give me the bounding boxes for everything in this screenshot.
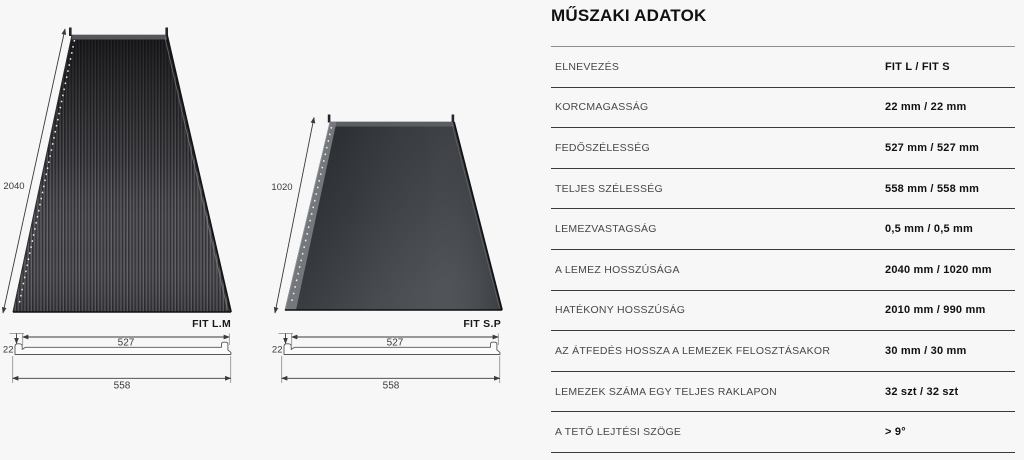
table-row	[551, 209, 1015, 250]
spec-value: 2010 mm / 990 mm	[885, 304, 986, 317]
panel-long-length-dim: 2040	[3, 181, 25, 192]
panel-short-illustration	[271, 115, 502, 331]
cross-section-long-cover-width: 527	[117, 337, 135, 349]
spec-label: LEMEZVASTAGSÁG	[555, 223, 657, 236]
panel-short-label: FIT S.P	[463, 318, 501, 330]
table-row	[551, 372, 1015, 413]
panel-short-top-fold	[329, 122, 455, 127]
technical-data-panel	[551, 0, 1015, 460]
cross-section-short	[272, 334, 500, 392]
spec-value: 2040 mm / 1020 mm	[885, 263, 992, 276]
spec-value: 22 mm / 22 mm	[885, 101, 967, 114]
panel-long-left-tab	[69, 28, 72, 37]
spec-value: 32 szt / 32 szt	[885, 385, 959, 398]
panel-short-right-tab	[452, 115, 455, 123]
spec-label: HATÉKONY HOSSZÚSÁG	[555, 304, 686, 317]
table-row	[551, 47, 1015, 88]
spec-label: LEMEZEK SZÁMA EGY TELJES RAKLAPON	[555, 385, 778, 398]
cross-section-short-seam-height: 22	[271, 344, 283, 356]
spec-value: > 9°	[885, 426, 906, 439]
spec-value: 558 mm / 558 mm	[885, 182, 980, 195]
panel-short-left-tab	[328, 115, 331, 123]
cross-section-long-total-width: 558	[113, 380, 131, 392]
table-row	[551, 412, 1015, 453]
spec-value: 30 mm / 30 mm	[885, 344, 967, 357]
spec-table	[551, 46, 1015, 453]
spec-label: AZ ÁTFEDÉS HOSSZA A LEMEZEK FELOSZTÁSAKOR	[555, 344, 831, 357]
cross-section-long	[3, 334, 231, 392]
cross-section-short-cover-width: 527	[386, 337, 404, 349]
page-title: MŰSZAKI ADATOK	[551, 6, 707, 25]
table-row	[551, 291, 1015, 332]
panel-long-illustration	[3, 28, 231, 331]
cross-section-short-total-width: 558	[382, 380, 400, 392]
table-row	[551, 331, 1015, 372]
spec-value: 527 mm / 527 mm	[885, 141, 980, 154]
spec-value: FIT L / FIT S	[885, 60, 950, 73]
spec-label: TELJES SZÉLESSÉG	[555, 182, 663, 195]
table-row	[551, 250, 1015, 291]
table-row	[551, 128, 1015, 169]
spec-label: A LEMEZ HOSSZÚSÁGA	[555, 263, 680, 276]
spec-value: 0,5 mm / 0,5 mm	[885, 223, 973, 236]
panel-short-length-dim: 1020	[271, 182, 293, 193]
table-row	[551, 88, 1015, 129]
spec-label: FEDŐSZÉLESSÉG	[555, 141, 650, 154]
spec-label: KORCMAGASSÁG	[555, 101, 649, 114]
table-row	[551, 169, 1015, 210]
cross-section-long-seam-height: 22	[2, 344, 14, 356]
panel-long-label: FIT L.M	[192, 318, 231, 330]
panel-long-top-fold	[71, 35, 168, 40]
spec-label: A TETŐ LEJTÉSI SZÖGE	[555, 426, 682, 439]
spec-label: ELNEVEZÉS	[555, 60, 620, 73]
